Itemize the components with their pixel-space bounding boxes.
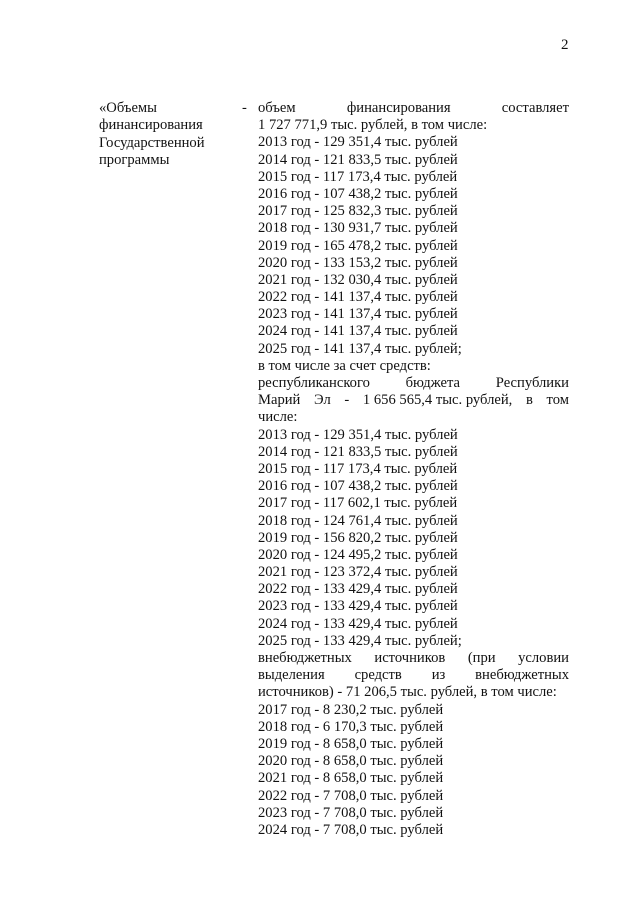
- sources-heading: в том числе за счет средств:: [258, 357, 431, 374]
- separator-dash: -: [242, 100, 247, 116]
- year-amount-line: 2017 год - 8 230,2 тыс. рублей: [258, 701, 444, 718]
- year-amount-line: 2021 год - 132 030,4 тыс. рублей: [258, 271, 458, 288]
- word: выделения: [258, 667, 325, 684]
- extrabudgetary-line-2: [258, 667, 569, 684]
- total-years-list: [258, 134, 569, 357]
- year-amount-line: 2025 год - 133 429,4 тыс. рублей;: [258, 632, 462, 649]
- word: условии: [518, 650, 569, 666]
- extrabudgetary-line-3: источников) - 71 206,5 тыс. рублей, в том числе:: [258, 684, 557, 701]
- year-amount-line: 2015 год - 117 173,4 тыс. рублей: [258, 168, 458, 185]
- year-amount-line: 2014 год - 121 833,5 тыс. рублей: [258, 151, 458, 168]
- year-amount-line: 2013 год - 129 351,4 тыс. рублей: [258, 426, 458, 443]
- republican-line-3: числе:: [258, 409, 298, 426]
- page-number: 2: [561, 37, 569, 53]
- year-amount-line: 2023 год - 7 708,0 тыс. рублей: [258, 804, 444, 821]
- year-amount-line: 2017 год - 117 602,1 тыс. рублей: [258, 495, 458, 512]
- total-amount-line: 1 727 771,9 тыс. рублей, в том числе:: [258, 117, 488, 134]
- republican-line-2: [258, 392, 569, 409]
- year-amount-line: 2025 год - 141 137,4 тыс. рублей;: [258, 340, 462, 357]
- year-amount-line: 2024 год - 141 137,4 тыс. рублей: [258, 323, 458, 340]
- year-amount-line: 2019 год - 156 820,2 тыс. рублей: [258, 529, 458, 546]
- word: внебюджетных: [475, 667, 569, 684]
- year-amount-line: 2019 год - 165 478,2 тыс. рублей: [258, 237, 458, 254]
- word: Марий: [258, 392, 301, 409]
- year-amount-line: 2021 год - 123 372,4 тыс. рублей: [258, 564, 458, 581]
- year-amount-line: 2020 год - 8 658,0 тыс. рублей: [258, 753, 444, 770]
- year-amount-line: 2018 год - 130 931,7 тыс. рублей: [258, 220, 458, 237]
- total-intro-line: [258, 100, 569, 117]
- word: из: [431, 667, 446, 684]
- word: Эл: [314, 392, 331, 409]
- year-amount-line: 2014 год - 121 833,5 тыс. рублей: [258, 443, 458, 460]
- label-line: Государственной: [99, 134, 205, 151]
- year-amount-line: 2013 год - 129 351,4 тыс. рублей: [258, 134, 458, 151]
- word: объем: [258, 100, 296, 116]
- republican-years-list: [258, 427, 569, 650]
- year-amount-line: 2015 год - 117 173,4 тыс. рублей: [258, 460, 458, 477]
- word: республиканского: [258, 375, 370, 391]
- label-line: программы: [99, 151, 170, 168]
- label-line: финансирования: [99, 117, 203, 134]
- year-amount-line: 2020 год - 133 153,2 тыс. рублей: [258, 254, 458, 271]
- year-amount-line: 2022 год - 133 429,4 тыс. рублей: [258, 581, 458, 598]
- word: бюджета: [405, 375, 461, 391]
- year-amount-line: 2023 год - 141 137,4 тыс. рублей: [258, 306, 458, 323]
- word: -: [344, 392, 350, 409]
- year-amount-line: 2021 год - 8 658,0 тыс. рублей: [258, 770, 444, 787]
- word: источников: [374, 650, 446, 666]
- word: внебюджетных: [258, 650, 352, 666]
- word: 1 656 565,4 тыс. рублей,: [362, 392, 513, 409]
- year-amount-line: 2019 год - 8 658,0 тыс. рублей: [258, 735, 444, 752]
- year-amount-line: 2024 год - 7 708,0 тыс. рублей: [258, 821, 444, 838]
- financing-text: [258, 100, 569, 839]
- word: в: [525, 392, 533, 409]
- year-amount-line: 2018 год - 6 170,3 тыс. рублей: [258, 718, 444, 735]
- year-amount-line: 2022 год - 7 708,0 тыс. рублей: [258, 787, 444, 804]
- year-amount-line: 2018 год - 124 761,4 тыс. рублей: [258, 512, 458, 529]
- label-line: «Объемы: [99, 100, 157, 116]
- word: финансирования: [346, 100, 451, 116]
- word: том: [546, 392, 569, 409]
- year-amount-line: 2016 год - 107 438,2 тыс. рублей: [258, 185, 458, 202]
- year-amount-line: 2022 год - 141 137,4 тыс. рублей: [258, 289, 458, 306]
- word: средств: [354, 667, 402, 684]
- republican-line-1: [258, 375, 569, 392]
- extrabudgetary-line-1: [258, 650, 569, 667]
- word: Республики: [495, 375, 569, 391]
- year-amount-line: 2020 год - 124 495,2 тыс. рублей: [258, 546, 458, 563]
- year-amount-line: 2017 год - 125 832,3 тыс. рублей: [258, 203, 458, 220]
- word: (при: [467, 650, 496, 666]
- year-amount-line: 2023 год - 133 429,4 тыс. рублей: [258, 598, 458, 615]
- extrabudgetary-years-list: [258, 702, 569, 840]
- year-amount-line: 2016 год - 107 438,2 тыс. рублей: [258, 478, 458, 495]
- word: составляет: [501, 100, 569, 116]
- year-amount-line: 2024 год - 133 429,4 тыс. рублей: [258, 615, 458, 632]
- label-column: [99, 100, 247, 169]
